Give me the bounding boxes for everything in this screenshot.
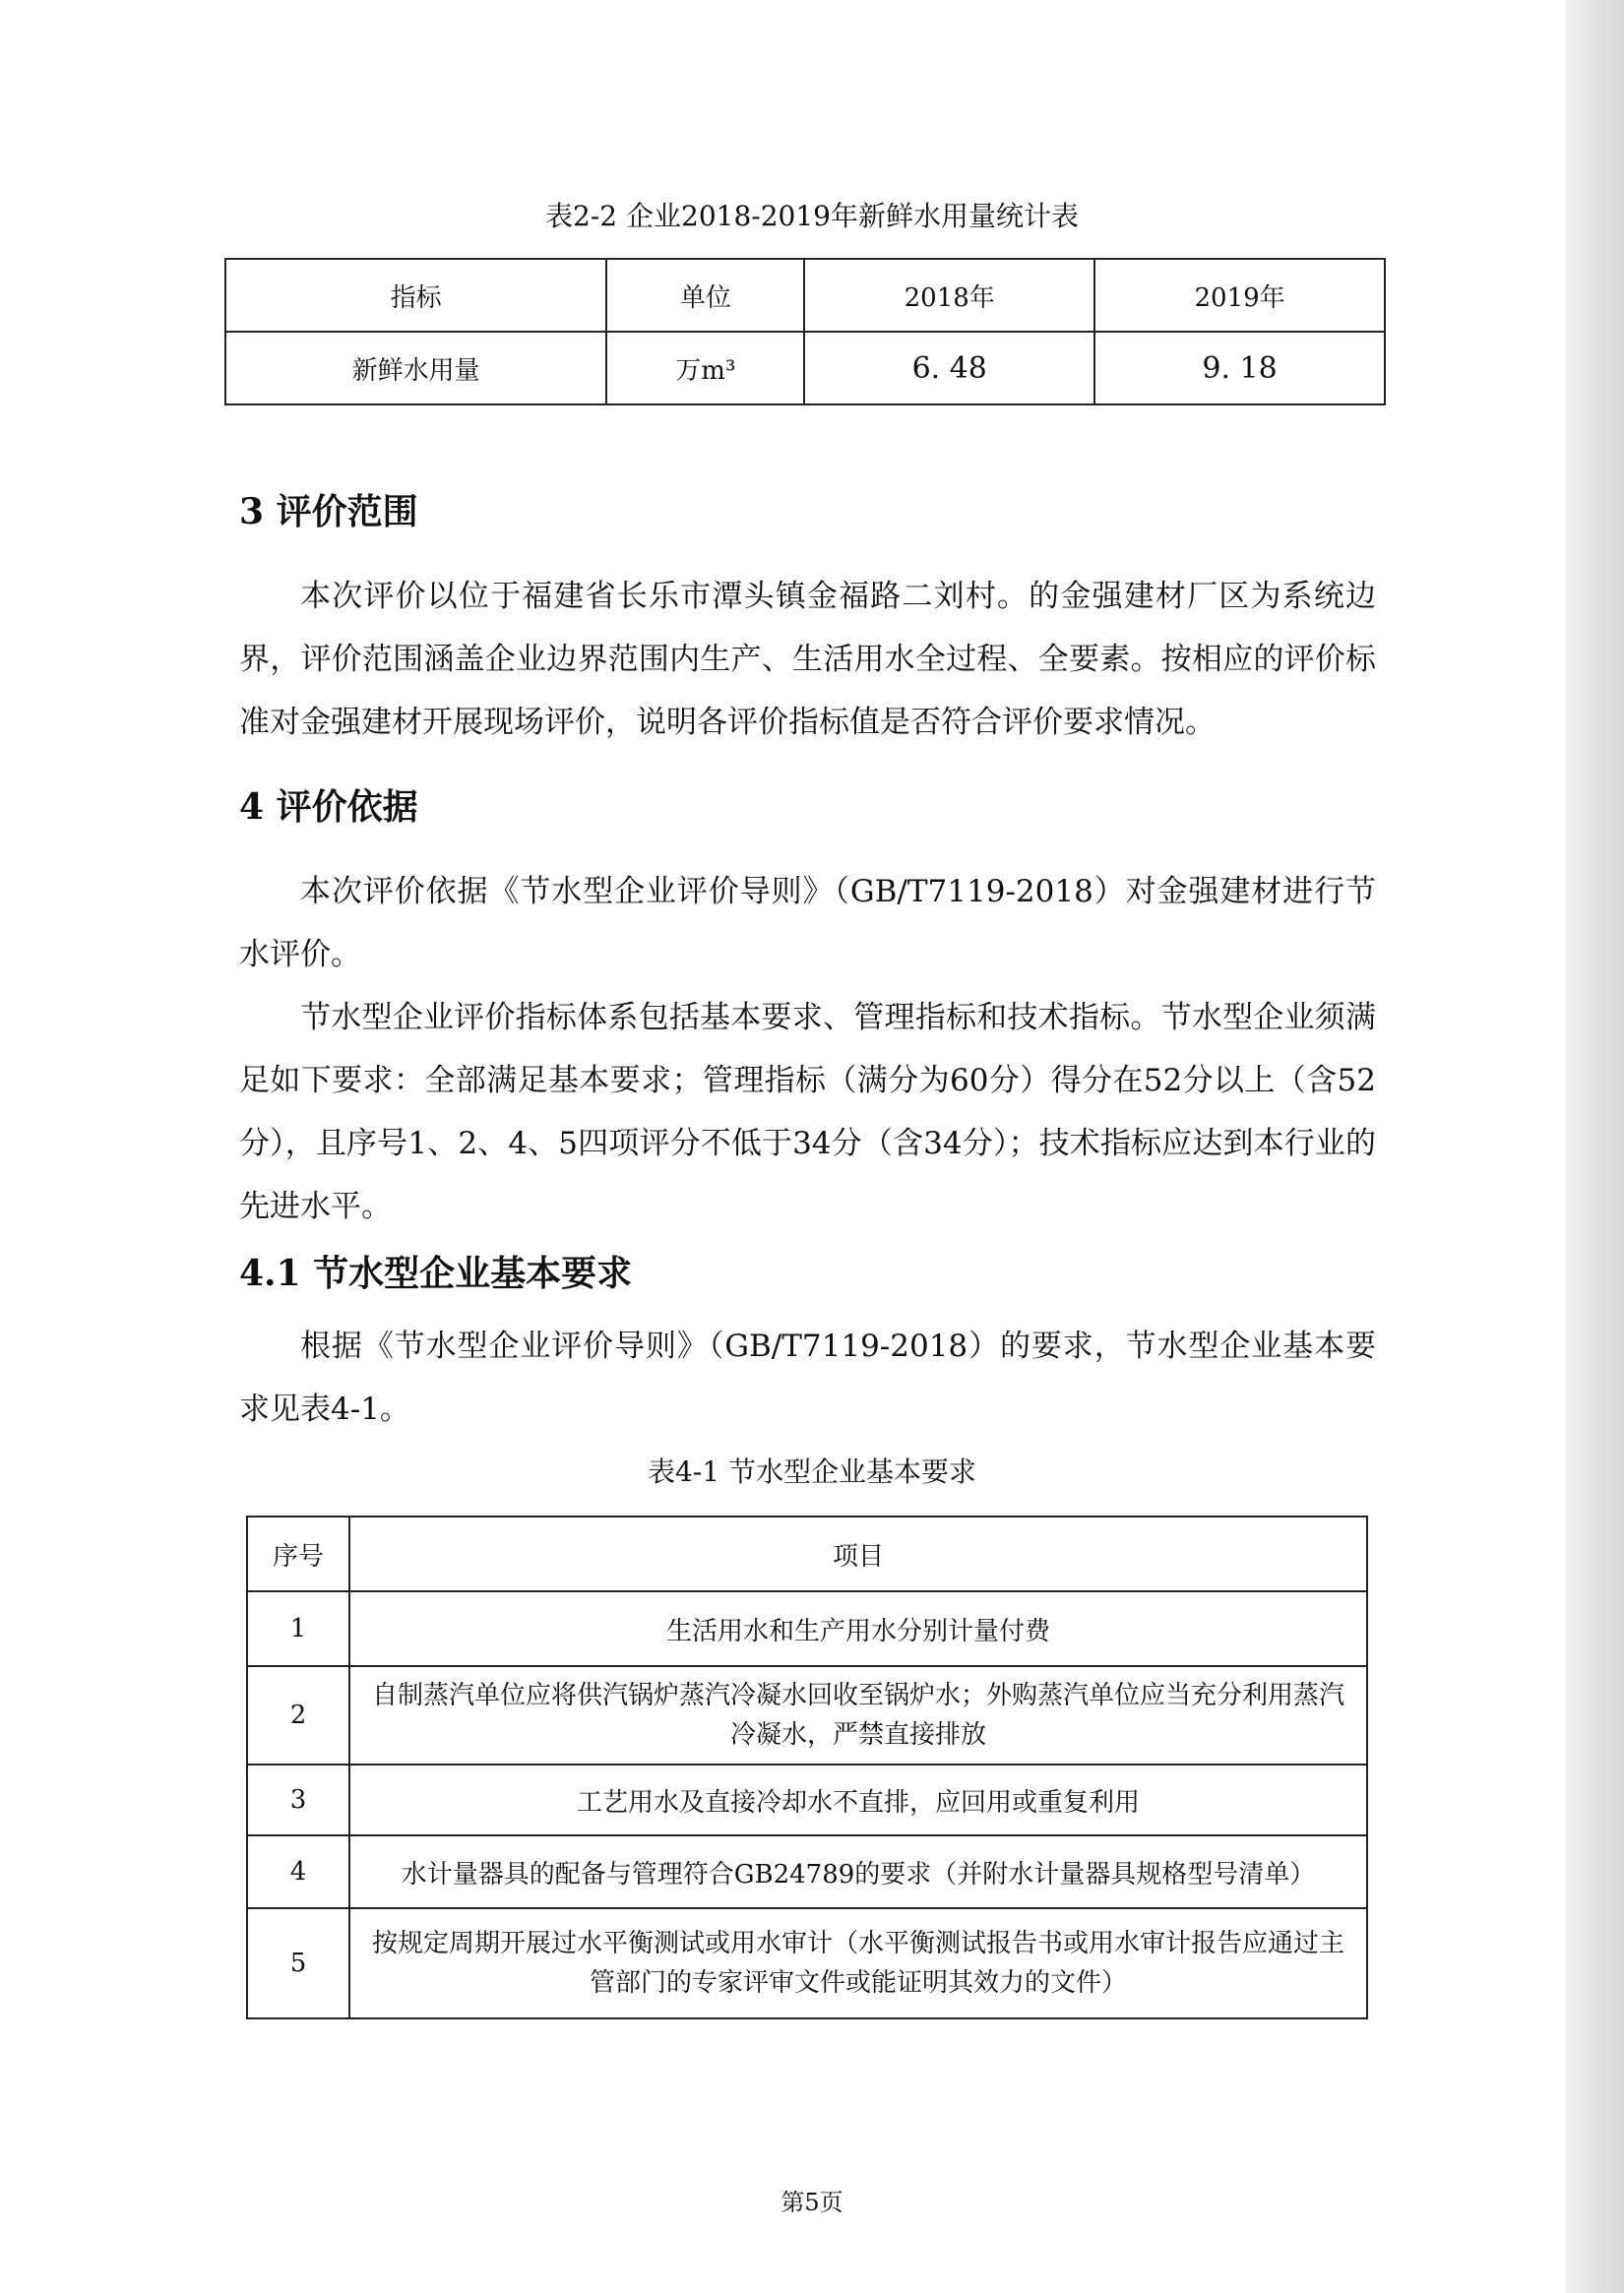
section-4-heading: 4 评价依据	[239, 786, 418, 828]
table-cell: 万m³	[606, 332, 804, 404]
table-row	[247, 1908, 1367, 2018]
paragraph: 本次评价以位于福建省长乐市潭头镇金福路二刘村。的金强建材厂区为系统边界，评价范围涵盖企业边界范围内生产、生活用水全过程、全要素。按相应的评价标准对金强建材开展现场评价，说明各评价指标值是否符合评价要求情况。	[239, 579, 1376, 740]
section-3-body	[239, 565, 1376, 754]
page-number: 第5页	[781, 2189, 843, 2216]
table-cell: 自制蒸汽单位应将供汽锅炉蒸汽冷凝水回收至锅炉水；外购蒸汽单位应当充分利用蒸汽冷凝水，严禁直接排放	[349, 1666, 1367, 1765]
table-2-2	[224, 258, 1386, 405]
table-header: 2019年	[1094, 259, 1385, 332]
table-cell: 4	[247, 1835, 349, 1908]
table-2-2-caption: 表2-2 企业2018-2019年新鲜水用量统计表	[545, 200, 1079, 232]
section-4-body	[239, 860, 1376, 1238]
table-cell: 1	[247, 1591, 349, 1666]
table-cell: 5	[247, 1908, 349, 2018]
table-row	[247, 1591, 1367, 1666]
table-header: 单位	[606, 259, 804, 332]
table-cell: 水计量器具的配备与管理符合GB24789的要求（并附水计量器具规格型号清单）	[349, 1835, 1367, 1908]
table-cell: 生活用水和生产用水分别计量付费	[349, 1591, 1367, 1666]
table-4-1-caption: 表4-1 节水型企业基本要求	[648, 1456, 976, 1488]
table-header: 项目	[349, 1517, 1367, 1591]
table-row	[247, 1835, 1367, 1908]
table-header: 序号	[247, 1517, 349, 1591]
table-cell: 3	[247, 1765, 349, 1835]
section-3-heading: 3 评价范围	[239, 491, 418, 532]
table-cell: 新鲜水用量	[225, 332, 606, 404]
table-row	[247, 1666, 1367, 1765]
section-4-1-body	[239, 1315, 1376, 1441]
table-cell: 9. 18	[1094, 332, 1385, 404]
table-header: 指标	[225, 259, 606, 332]
table-4-1	[246, 1516, 1368, 2019]
table-cell: 工艺用水及直接冷却水不直排，应回用或重复利用	[349, 1765, 1367, 1835]
section-4-1-heading: 4.1 节水型企业基本要求	[239, 1253, 633, 1294]
table-cell: 按规定周期开展过水平衡测试或用水审计（水平衡测试报告书或用水审计报告应通过主管部门的专家评审文件或能证明其效力的文件）	[349, 1908, 1367, 2018]
table-header: 2018年	[804, 259, 1094, 332]
scan-page-edge	[1565, 0, 1624, 2293]
paragraph: 本次评价依据《节水型企业评价导则》（GB/T7119-2018）对金强建材进行节水评价。	[239, 874, 1376, 972]
paragraph: 根据《节水型企业评价导则》（GB/T7119-2018）的要求，节水型企业基本要求见表4-1。	[239, 1329, 1376, 1427]
table-row	[247, 1765, 1367, 1835]
table-cell: 2	[247, 1666, 349, 1765]
table-cell: 6. 48	[804, 332, 1094, 404]
paragraph: 节水型企业评价指标体系包括基本要求、管理指标和技术指标。节水型企业须满足如下要求：全部满足基本要求；管理指标（满分为60分）得分在52分以上（含52分），且序号1、2、4、5四项评分不低于34分（含34分）；技术指标应达到本行业的先进水平。	[239, 1000, 1376, 1224]
